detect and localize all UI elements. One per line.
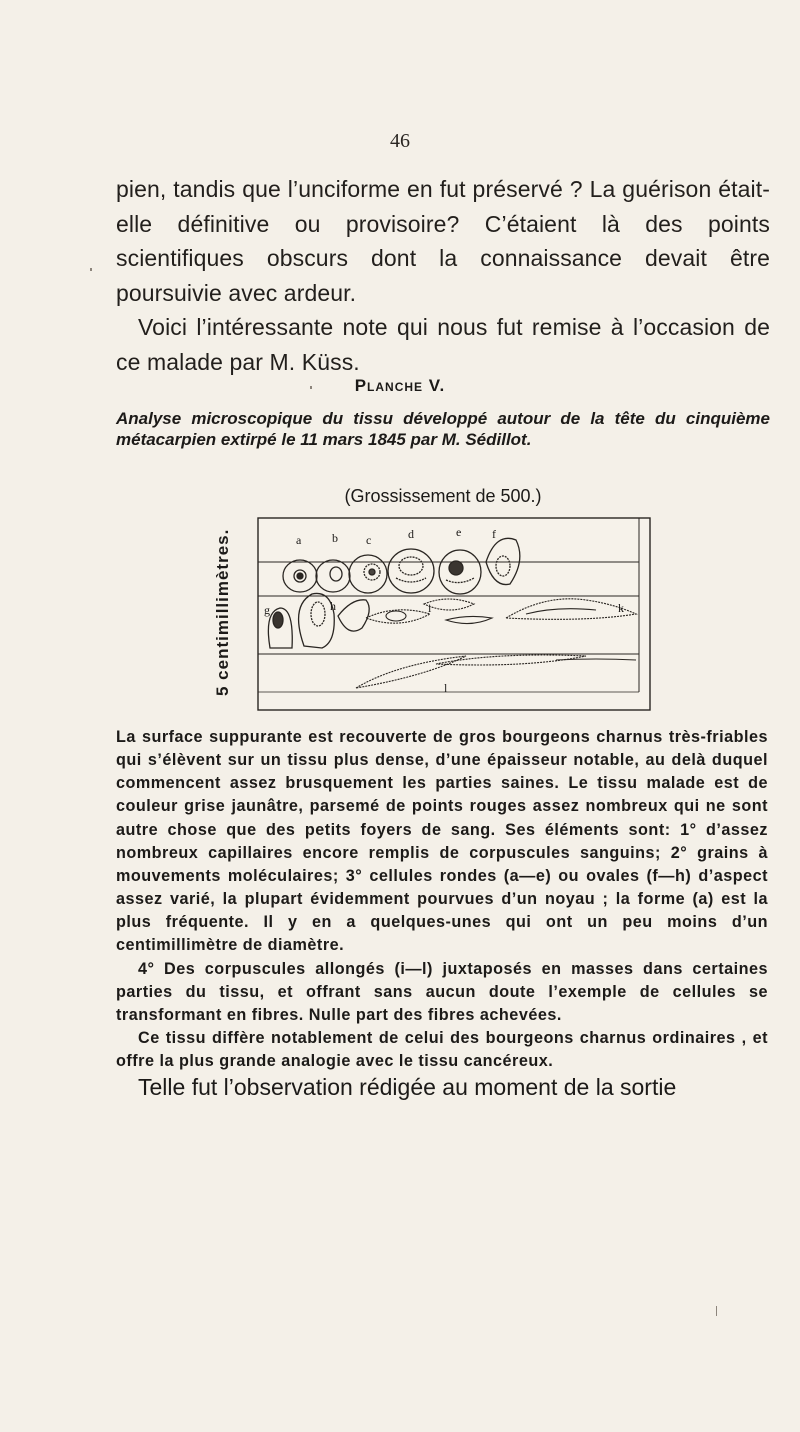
figure-letter-i: i bbox=[428, 601, 432, 615]
plate-caption: Analyse microscopique du tissu développé autour de la tête du cinquième métacarpien extirpé le 11 mars 1845 par M. Sédillot. bbox=[116, 409, 770, 449]
page-number: 46 bbox=[390, 130, 410, 152]
closing-line: Telle fut l’observation rédigée au moment de la sortie bbox=[138, 1074, 677, 1100]
figure-letter-h: h bbox=[330, 599, 336, 613]
figure-letter-d: d bbox=[408, 527, 414, 541]
figure-letter-g: g bbox=[264, 603, 270, 617]
figure-letter-c: c bbox=[366, 533, 372, 547]
figure-letter-a: a bbox=[296, 533, 302, 547]
print-speck bbox=[90, 268, 92, 271]
figure-letter-l: l bbox=[444, 681, 448, 695]
figure-letter-b: b bbox=[332, 531, 338, 545]
intro-paragraph: Voici l’intéressante note qui nous fut remise à l’occasion de ce malade par M. Küss. bbox=[116, 314, 770, 375]
observation-paragraph: La surface suppurante est recouverte de gros bourgeons charnus très-friables qui s’élèvent sur un tissu plus dense, d’une épaisseur notable, au delà duquel commencent assez brusquement les parties saines. Le tissu malade est de couleur grise jaunâtre, parsemé de points rouges assez nombreux qui ne sont autre chose que des petits foyers de sang. Ses éléments sont: 1° d’assez nombreux capillaires encore remplis de corpuscules sanguins; 2° grains à mouvements moléculaires; 3° cellules rondes (a—e) ou ovales (f—h) d’aspect assez varié, la plupart évidemment pourvues d’un noyau ; la forme (a) est la plus fréquente. Il y en a quelques-unes qui ont un peu moins d’un centimillimètre de diamètre. bbox=[116, 728, 768, 955]
intro-text bbox=[116, 172, 770, 379]
intro-paragraph: pien, tandis que l’unciforme en fut préservé ? La guérison était-elle définitive ou provisoire? C’étaient là des points scientifiques obscurs dont la connaissance devait être poursuivie avec ardeur. bbox=[116, 176, 770, 306]
observation-paragraph: 4° Des corpuscules allongés (i—l) juxtaposés en masses dans certaines parties du tissu, et offrant sans aucun doute l’exemple de cellules se transformant en fibres. Nulle part des fibres achevées. bbox=[116, 959, 768, 1024]
observation-paragraph: Ce tissu diffère notablement de celui des bourgeons charnus ordinaires , et offre la plus grande analogie avec le tissu cancéreux. bbox=[116, 1029, 768, 1071]
observation-text bbox=[116, 726, 768, 1073]
figure-letter-k: k bbox=[618, 601, 624, 615]
figure-letter-e: e bbox=[456, 525, 462, 539]
microscopy-figure bbox=[256, 516, 652, 712]
scale-label: 5 centimillimètres. bbox=[213, 528, 232, 696]
figure-frame bbox=[258, 518, 650, 710]
figure-letter-f: f bbox=[492, 527, 496, 541]
magnification-note: (Grossissement de 500.) bbox=[344, 486, 542, 506]
print-speck bbox=[716, 1306, 717, 1316]
print-speck bbox=[310, 386, 312, 389]
plate-title: Planche V. bbox=[354, 376, 446, 395]
